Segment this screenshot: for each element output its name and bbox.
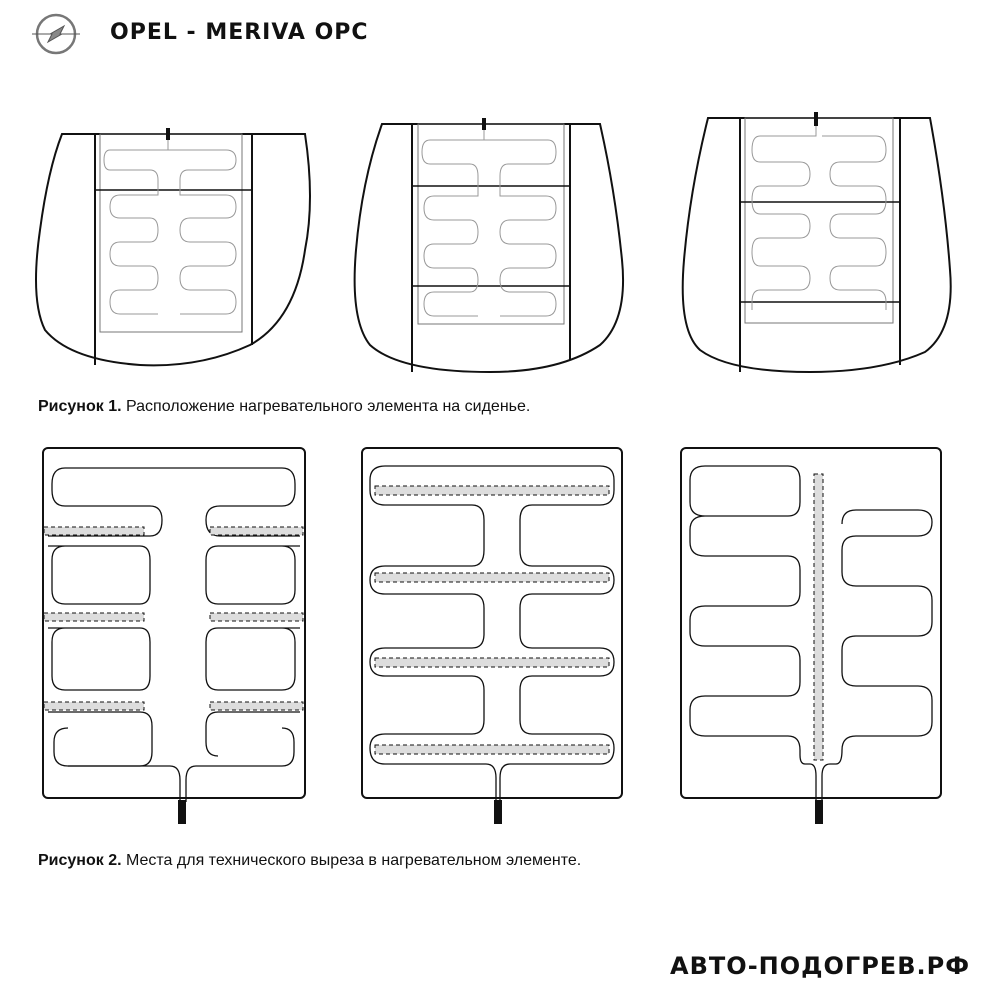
heating-mat-2: [362, 448, 622, 824]
seat-1: [36, 128, 310, 365]
heating-mat-3: [681, 448, 941, 824]
figure-2-label: Рисунок 2.: [38, 852, 122, 869]
figure-2-text: Места для технического выреза в нагревательном элементе.: [126, 852, 582, 869]
figure-1-text: Расположение нагревательного элемента на сиденье.: [126, 398, 531, 415]
seat-3: [683, 112, 951, 372]
site-watermark: АВТО-ПОДОГРЕВ.РФ: [670, 952, 970, 980]
page-title: OPEL - MERIVA OPC: [110, 20, 369, 45]
seat-2: [355, 118, 623, 372]
figure-2-caption: [38, 852, 581, 870]
heating-mat-1: [43, 448, 305, 824]
figure-1-caption: [38, 398, 530, 416]
figure-1-label: Рисунок 1.: [38, 398, 122, 415]
